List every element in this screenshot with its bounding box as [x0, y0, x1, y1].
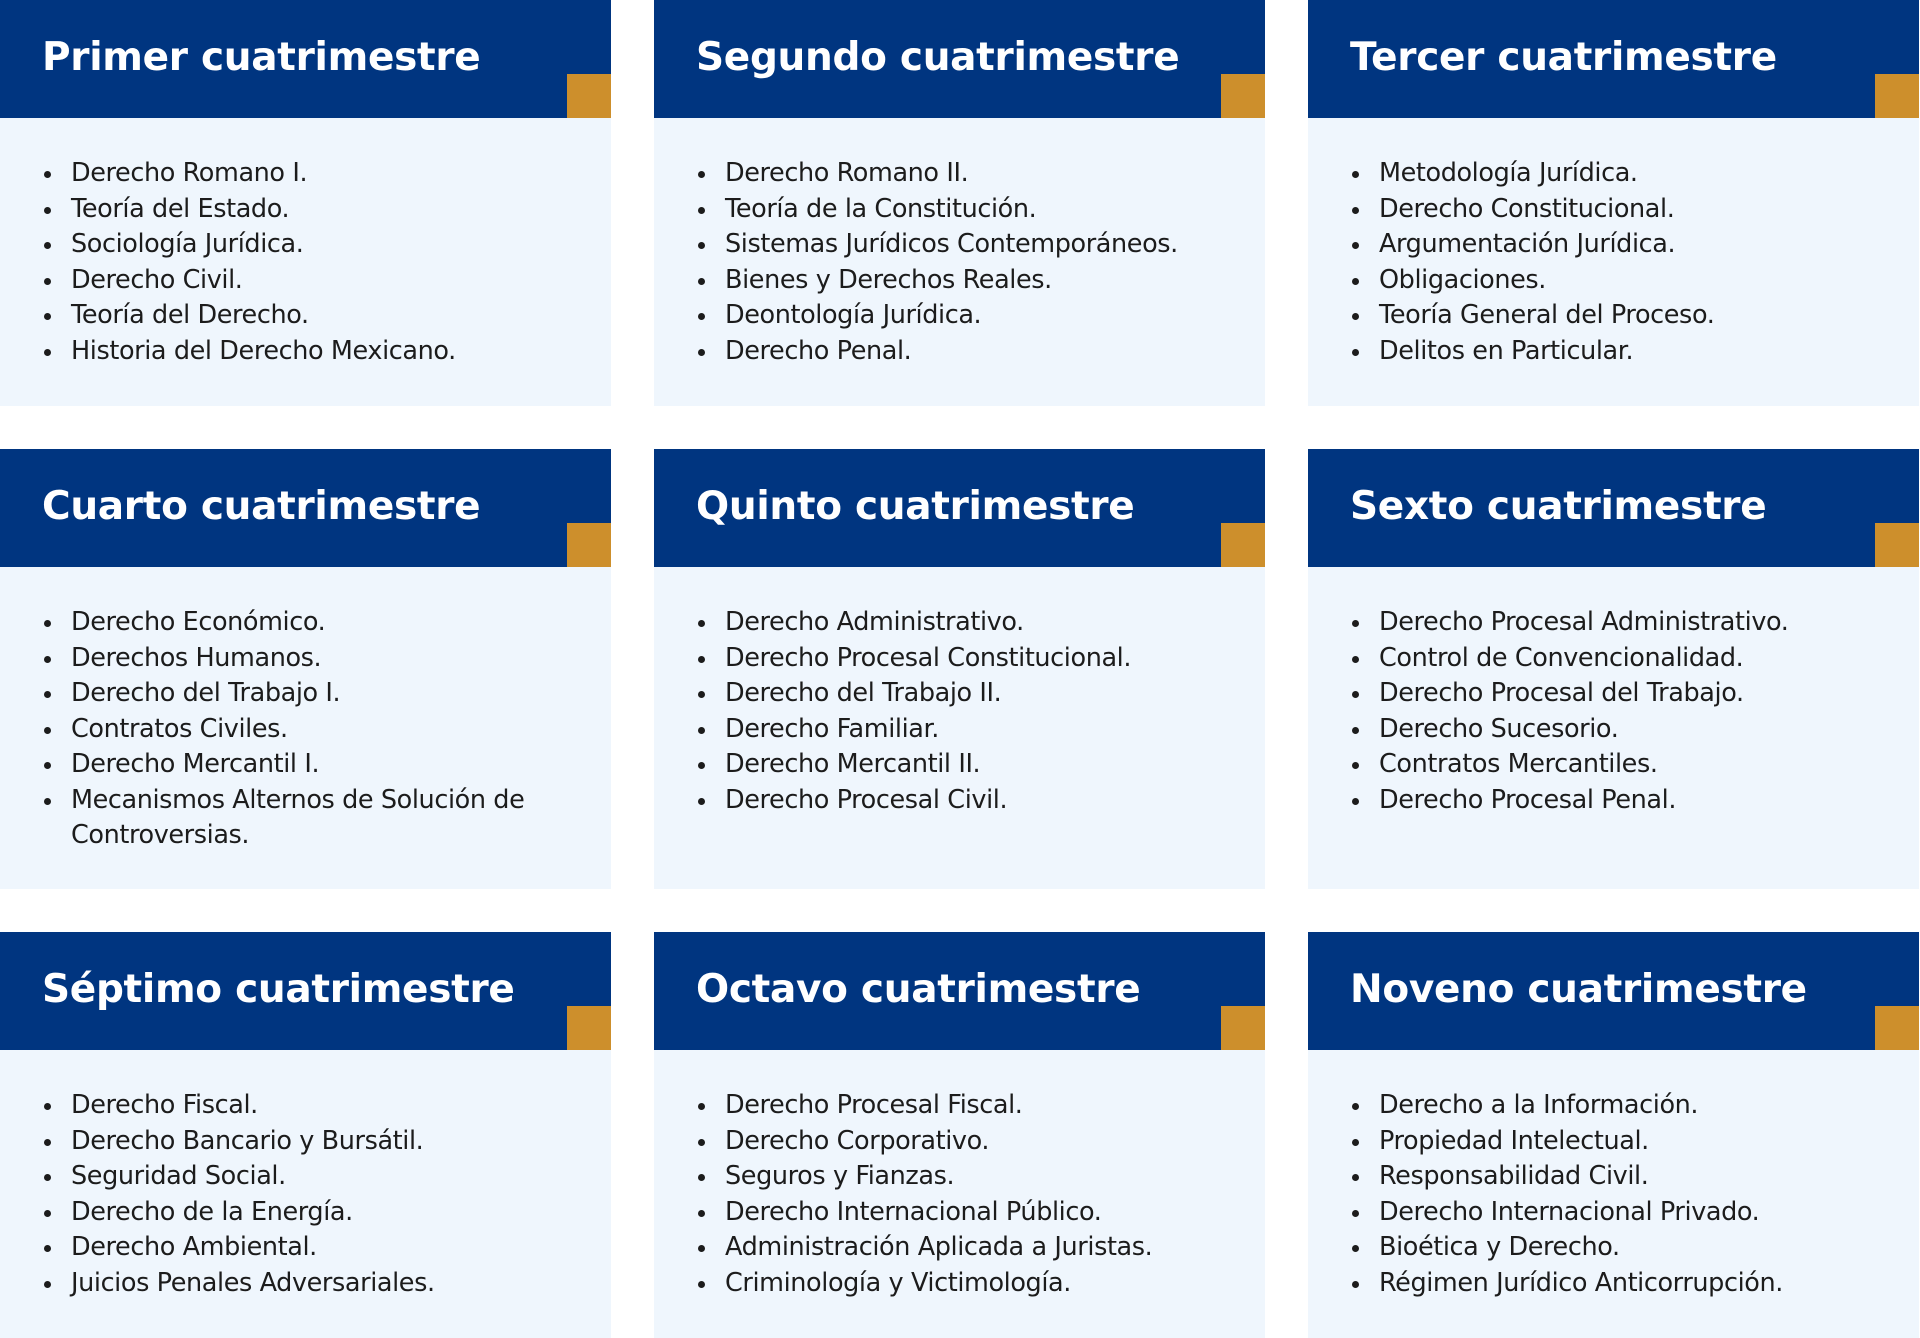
term-card-octavo: [654, 932, 1265, 1338]
accent-square: [1221, 1006, 1265, 1050]
term-header: [1308, 0, 1919, 118]
subject-item: Seguros y Fianzas.: [696, 1159, 1225, 1195]
subject-item: Deontología Jurídica.: [696, 298, 1225, 334]
subject-item: Mecanismos Alternos de Solución de Controversias.: [42, 783, 571, 854]
term-header: [1308, 449, 1919, 567]
subject-item: Derecho Penal.: [696, 334, 1225, 370]
subject-item: Bienes y Derechos Reales.: [696, 263, 1225, 299]
accent-square: [1221, 74, 1265, 118]
subject-item: Derecho de la Energía.: [42, 1195, 571, 1231]
subject-item: Control de Convencionalidad.: [1350, 641, 1879, 677]
term-body: [1308, 118, 1919, 406]
subject-item: Propiedad Intelectual.: [1350, 1124, 1879, 1160]
subject-item: Derecho a la Información.: [1350, 1088, 1879, 1124]
term-body: [1308, 567, 1919, 889]
term-title: Quinto cuatrimestre: [696, 484, 1135, 529]
subject-item: Derecho Procesal del Trabajo.: [1350, 676, 1879, 712]
term-header: [654, 932, 1265, 1050]
subject-item: Derecho Romano I.: [42, 156, 571, 192]
subject-item: Derecho Bancario y Bursátil.: [42, 1124, 571, 1160]
subject-item: Derecho Corporativo.: [696, 1124, 1225, 1160]
term-card-septimo: [0, 932, 611, 1338]
subject-item: Derecho Romano II.: [696, 156, 1225, 192]
subject-item: Derecho Internacional Público.: [696, 1195, 1225, 1231]
accent-square: [1875, 1006, 1919, 1050]
term-header: [654, 0, 1265, 118]
term-body: [1308, 1050, 1919, 1338]
subject-item: Derecho Procesal Administrativo.: [1350, 605, 1879, 641]
subject-item: Teoría del Estado.: [42, 192, 571, 228]
term-card-tercer: [1308, 0, 1919, 406]
subject-item: Derecho Procesal Civil.: [696, 783, 1225, 819]
accent-square: [567, 1006, 611, 1050]
subject-list: [1350, 605, 1879, 818]
term-card-cuarto: [0, 449, 611, 889]
term-body: [0, 118, 611, 406]
subject-list: [1350, 156, 1879, 369]
subject-item: Derecho Económico.: [42, 605, 571, 641]
term-header: [0, 449, 611, 567]
subject-item: Derecho Mercantil II.: [696, 747, 1225, 783]
subject-item: Teoría General del Proceso.: [1350, 298, 1879, 334]
accent-square: [567, 523, 611, 567]
term-body: [654, 567, 1265, 889]
term-card-quinto: [654, 449, 1265, 889]
subject-item: Derecho Procesal Fiscal.: [696, 1088, 1225, 1124]
subject-item: Obligaciones.: [1350, 263, 1879, 299]
term-header: [654, 449, 1265, 567]
accent-square: [1875, 74, 1919, 118]
subject-item: Derecho Sucesorio.: [1350, 712, 1879, 748]
subject-item: Derecho del Trabajo I.: [42, 676, 571, 712]
subject-item: Contratos Civiles.: [42, 712, 571, 748]
term-title: Sexto cuatrimestre: [1350, 484, 1767, 529]
term-body: [0, 1050, 611, 1338]
subject-item: Bioética y Derecho.: [1350, 1230, 1879, 1266]
subject-item: Administración Aplicada a Juristas.: [696, 1230, 1225, 1266]
term-card-segundo: [654, 0, 1265, 406]
term-card-noveno: [1308, 932, 1919, 1338]
subject-item: Derechos Humanos.: [42, 641, 571, 677]
subject-list: [696, 156, 1225, 369]
term-card-primer: [0, 0, 611, 406]
subject-item: Derecho Administrativo.: [696, 605, 1225, 641]
term-title: Tercer cuatrimestre: [1350, 35, 1777, 80]
subject-list: [696, 605, 1225, 818]
subject-item: Sistemas Jurídicos Contemporáneos.: [696, 227, 1225, 263]
subject-item: Derecho Familiar.: [696, 712, 1225, 748]
subject-list: [1350, 1088, 1879, 1301]
term-header: [0, 932, 611, 1050]
subject-item: Teoría del Derecho.: [42, 298, 571, 334]
subject-list: [42, 605, 571, 854]
subject-item: Contratos Mercantiles.: [1350, 747, 1879, 783]
subject-item: Argumentación Jurídica.: [1350, 227, 1879, 263]
subject-item: Derecho Constitucional.: [1350, 192, 1879, 228]
subject-list: [42, 156, 571, 369]
subject-item: Seguridad Social.: [42, 1159, 571, 1195]
term-header: [1308, 932, 1919, 1050]
subject-item: Teoría de la Constitución.: [696, 192, 1225, 228]
subject-list: [696, 1088, 1225, 1301]
subject-item: Derecho Procesal Penal.: [1350, 783, 1879, 819]
subject-item: Derecho Civil.: [42, 263, 571, 299]
subject-item: Derecho Fiscal.: [42, 1088, 571, 1124]
subject-item: Derecho Internacional Privado.: [1350, 1195, 1879, 1231]
accent-square: [1221, 523, 1265, 567]
term-title: Cuarto cuatrimestre: [42, 484, 481, 529]
subject-item: Metodología Jurídica.: [1350, 156, 1879, 192]
subject-item: Régimen Jurídico Anticorrupción.: [1350, 1266, 1879, 1302]
subject-list: [42, 1088, 571, 1301]
term-card-sexto: [1308, 449, 1919, 889]
accent-square: [567, 74, 611, 118]
subject-item: Juicios Penales Adversariales.: [42, 1266, 571, 1302]
subject-item: Delitos en Particular.: [1350, 334, 1879, 370]
term-title: Primer cuatrimestre: [42, 35, 481, 80]
term-title: Segundo cuatrimestre: [696, 35, 1180, 80]
subject-item: Derecho del Trabajo II.: [696, 676, 1225, 712]
subject-item: Responsabilidad Civil.: [1350, 1159, 1879, 1195]
term-body: [654, 118, 1265, 406]
term-header: [0, 0, 611, 118]
subject-item: Historia del Derecho Mexicano.: [42, 334, 571, 370]
subject-item: Criminología y Victimología.: [696, 1266, 1225, 1302]
subject-item: Derecho Mercantil I.: [42, 747, 571, 783]
accent-square: [1875, 523, 1919, 567]
term-title: Noveno cuatrimestre: [1350, 967, 1807, 1012]
subject-item: Derecho Ambiental.: [42, 1230, 571, 1266]
term-title: Séptimo cuatrimestre: [42, 967, 515, 1012]
subject-item: Sociología Jurídica.: [42, 227, 571, 263]
subject-item: Derecho Procesal Constitucional.: [696, 641, 1225, 677]
term-body: [654, 1050, 1265, 1338]
term-body: [0, 567, 611, 889]
term-title: Octavo cuatrimestre: [696, 967, 1141, 1012]
